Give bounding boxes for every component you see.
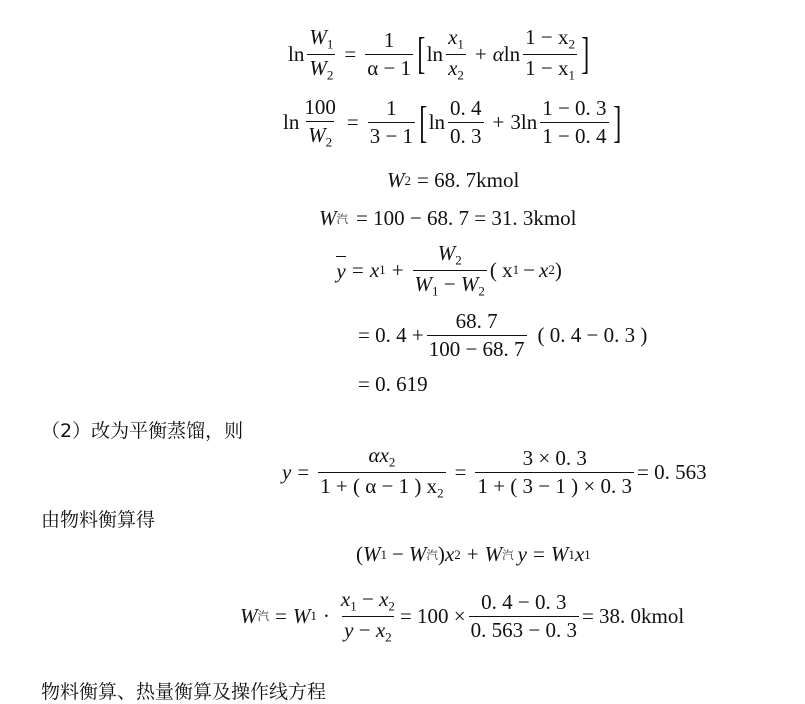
equation-w-vapor: W 汽 = 100 − 68. 7 = 31. 3kmol	[319, 206, 577, 230]
fraction-w2-over-diff: $\frac{W_2}{W_1 - W_2}$	[414, 241, 485, 299]
section-heading: 物料衡算、热量衡算及操作线方程	[41, 681, 327, 703]
fraction-one-minus-x: $\frac{1 - x_2}{1 - x_1}$	[525, 25, 575, 83]
material-balance-text: 由物料衡算得	[41, 509, 156, 531]
fraction-one-over-alpha: $\frac{1}{\alpha - 1}$	[367, 27, 412, 80]
fraction-x-diff: $\frac{x_1 - x_2}{y - x_2}$	[340, 587, 395, 645]
fraction-04-03: $\frac{0. 4}{0. 3}$	[450, 96, 482, 149]
fraction-100-w2: $\frac{100}{W_2}$	[304, 95, 336, 150]
equation-material-balance: ( W 1 − W 汽 ) x 2 + W 汽 y = W 1 x 1	[356, 542, 591, 566]
fraction-w1-w2: $\frac{W_1}{W_2}$	[309, 25, 334, 83]
equation-w-vapor-equilibrium: W 汽 = W 1 · $\frac{x_1 - x_2}{y - x_2}$ = 100 × $\frac{0. 4 - 0. 3}{0. 563 - 0. 3}$ = 38. 0kmol	[240, 587, 685, 645]
fraction-one-over-two: $\frac{1}{3 - 1}$	[369, 96, 414, 149]
fraction-x1-x2: $\frac{x_1}{x_2}$	[448, 25, 464, 83]
equation-rayleigh-numeric: ln $\frac{100}{W_2}$ = $\frac{1}{3 - 1}$ [ ln $\frac{0. 4}{0. 3}$ + 3ln $\frac{1 - 0. 3}{1 - 0. 4}$ ]	[283, 95, 621, 150]
fraction-687: $\frac{68. 7}{100 - 68. 7}$	[428, 309, 525, 362]
equation-rayleigh-general: ln $\frac{W_1}{W_2}$ = $\frac{1}{\alpha - 1}$ [ ln $\frac{x_1}{x_2}$ + α ln $\frac{1 - x_2}{1 - x_1}$ ]	[288, 25, 590, 83]
fraction-equilibrium-numeric: $\frac{3 \times 0. 3}{1 + ( 3 - 1 ) \times 0. 3}$	[477, 445, 632, 498]
equation-y-bar: y = x 1 + $\frac{W_2}{W_1 - W_2}$ ( x 1 − x 2 )	[336, 241, 562, 299]
fraction-numeric-ratio: $\frac{1 - 0. 3}{1 - 0. 4}$	[542, 96, 607, 149]
equation-equilibrium-y: y = $\frac{\alpha x_2}{1 + ( \alpha - 1 ) x_2}$ = $\frac{3 \times 0. 3}{1 + ( 3 - 1 ) \times 0. 3}$ = 0. 563	[282, 443, 707, 501]
equation-y-bar-numeric: = 0. 4 + $\frac{68. 7}{100 - 68. 7}$ ( 0. 4 − 0. 3 )	[358, 309, 648, 362]
equation-y-bar-result: = 0. 619	[358, 372, 428, 396]
fraction-alpha-x2: $\frac{\alpha x_2}{1 + ( \alpha - 1 ) x_2}$	[320, 443, 444, 501]
equation-w2-result: W 2 = 68. 7kmol	[387, 168, 520, 192]
part-2-heading: （2）改为平衡蒸馏，则	[41, 420, 244, 442]
fraction-vapor-numeric: $\frac{0. 4 - 0. 3}{0. 563 - 0. 3}$	[470, 589, 577, 642]
